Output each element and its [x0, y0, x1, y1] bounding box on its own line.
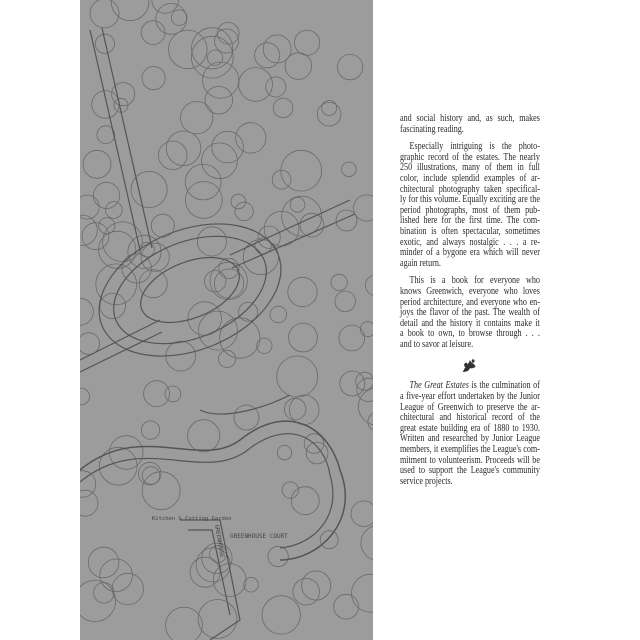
- tree-mark: [110, 436, 144, 470]
- text-line: bination is often spectacular, sometimes: [400, 225, 540, 237]
- tree-mark: [334, 594, 359, 619]
- tree-mark: [361, 525, 373, 560]
- book-title: The Great Estates: [409, 380, 469, 392]
- tree-mark: [335, 291, 356, 312]
- text-line: Written and researched by Junior League: [400, 433, 540, 445]
- tree-mark: [192, 28, 233, 69]
- text-line: Especially intriguing is the photo-: [409, 141, 540, 153]
- text-line: minder of a bygone era which will never: [400, 247, 540, 259]
- tree-mark: [198, 600, 237, 639]
- plan-label-kitchen-garden: Kitchen & Cutting Garden: [152, 516, 232, 522]
- tree-mark: [342, 162, 357, 177]
- tree-mark: [144, 381, 170, 407]
- text-span: is the culmination of: [468, 380, 540, 392]
- text-line: knows Greenwich, everyone who loves: [400, 285, 540, 297]
- tree-mark: [262, 596, 300, 634]
- tree-mark: [339, 325, 365, 351]
- text-column: [400, 114, 540, 494]
- tree-mark: [293, 578, 320, 605]
- tree-mark: [285, 53, 312, 80]
- tree-mark: [142, 67, 165, 90]
- tree-mark: [139, 462, 162, 485]
- tree-mark: [317, 102, 341, 126]
- tree-mark: [205, 86, 233, 114]
- tree-mark: [100, 293, 126, 319]
- tree-mark: [320, 531, 338, 549]
- tree-mark: [239, 302, 258, 321]
- text-line: chitectural photography taken specifical-: [400, 183, 540, 195]
- text-line: 250 illustrations, many of them in full: [400, 162, 540, 174]
- text-line: color, include splendid examples of ar-: [400, 172, 540, 184]
- tree-mark: [92, 91, 120, 119]
- paragraph-3: [400, 276, 540, 350]
- tree-mark: [191, 36, 233, 78]
- tree-mark: [235, 202, 253, 220]
- tree-mark: [151, 214, 174, 237]
- tree-mark: [220, 318, 260, 358]
- tree-mark: [142, 472, 180, 510]
- tree-mark: [210, 262, 247, 299]
- tree-mark: [83, 150, 111, 178]
- tree-mark: [273, 98, 293, 118]
- tree-mark: [365, 275, 373, 296]
- text-line: joys the flavor of the past. The wealth of: [400, 307, 540, 319]
- tree-mark: [352, 574, 374, 612]
- tree-mark: [166, 131, 201, 166]
- tree-mark: [99, 218, 115, 234]
- tree-mark: [239, 68, 273, 102]
- tree-mark: [281, 150, 322, 191]
- text-line: great estate building era of 1880 to 1930.: [400, 422, 540, 434]
- tree-mark: [80, 388, 90, 405]
- tree-mark: [93, 182, 119, 208]
- tree-mark: [231, 194, 246, 209]
- tree-mark: [351, 501, 373, 527]
- tree-mark: [141, 421, 159, 439]
- text-line: lished here for the first time. The com-: [400, 215, 540, 227]
- tree-mark: [181, 102, 213, 134]
- plan-label-greenhouse-court: GREENHOUSE COURT: [230, 533, 288, 540]
- text-line: mitment to volunteerism. Proceeds will be: [400, 454, 540, 466]
- tree-mark: [215, 29, 239, 53]
- tree-mark: [360, 322, 373, 337]
- tree-mark: [266, 77, 286, 97]
- tree-mark: [289, 323, 318, 352]
- tree-mark: [100, 559, 133, 592]
- text-line: again return.: [400, 257, 441, 269]
- tree-mark: [80, 298, 93, 325]
- text-line: used to support the League's community: [400, 465, 540, 477]
- text-line: fascinating reading.: [400, 123, 464, 135]
- tree-mark: [340, 371, 365, 396]
- tree-mark: [169, 30, 208, 69]
- text-line: ly for this volume. Equally exciting are the: [400, 194, 540, 206]
- tree-mark: [111, 0, 149, 21]
- tree-mark: [277, 445, 291, 459]
- tree-mark: [165, 386, 181, 402]
- tree-mark: [166, 607, 203, 640]
- tree-mark: [277, 356, 318, 397]
- tree-mark: [368, 413, 373, 431]
- tree-mark: [158, 141, 187, 170]
- tree-mark: [95, 34, 114, 53]
- text-line: a five-year effort undertaken by the Junior: [400, 391, 540, 403]
- tree-mark: [290, 197, 305, 212]
- tree-mark: [358, 388, 373, 425]
- text-line: This is a book for everyone who: [409, 275, 540, 287]
- tree-mark: [112, 573, 143, 604]
- tree-mark: [105, 202, 122, 219]
- paragraph-4: [400, 381, 540, 487]
- text-line: chitectural and historical record of the: [400, 412, 540, 424]
- tree-mark: [291, 487, 319, 515]
- tree-mark: [90, 0, 119, 28]
- tree-mark: [103, 222, 143, 262]
- tree-mark: [197, 227, 226, 256]
- text-line: exotic, and always nostalgic . . . a re-: [400, 236, 540, 248]
- tree-mark: [302, 571, 331, 600]
- paragraph-2: [400, 142, 540, 269]
- plan-label-greenhouse: GREENHOUSE: [213, 524, 225, 558]
- text-line: graphic record of the estates. The nearly: [400, 151, 540, 163]
- text-line: detail and the history it contains make it: [400, 317, 540, 329]
- tree-mark: [268, 546, 288, 566]
- tree-mark: [171, 10, 187, 26]
- text-line: a book to own, to browse through . . .: [400, 328, 540, 340]
- tree-mark: [295, 30, 320, 55]
- tree-mark: [185, 164, 221, 200]
- text-line: members, it exemplifies the League's com-: [400, 444, 540, 456]
- tree-mark: [288, 277, 317, 306]
- tree-mark: [257, 338, 272, 353]
- tree-mark: [141, 243, 169, 271]
- tree-mark: [255, 43, 280, 68]
- paragraph-1: [400, 114, 540, 135]
- leaf-ornament-icon: [400, 357, 540, 377]
- garden-plan-illustration: [80, 0, 373, 640]
- tree-mark: [331, 274, 347, 290]
- tree-mark: [284, 398, 306, 420]
- text-line: League of Greenwich to preserve the ar-: [400, 401, 540, 413]
- text-line: service projects.: [400, 475, 453, 487]
- garden-plan-drawing: [80, 0, 373, 640]
- tree-mark: [188, 420, 220, 452]
- tree-mark: [80, 490, 98, 516]
- tree-mark: [219, 350, 236, 367]
- text-line: period architecture, and everyone who en-: [400, 296, 540, 308]
- text-line: period photographs, most of them pub-: [400, 204, 540, 216]
- text-line: and to savor at leisure.: [400, 338, 474, 350]
- tree-mark: [337, 54, 362, 79]
- tree-mark: [141, 21, 165, 45]
- tree-mark: [270, 306, 287, 323]
- text-line: and social history and, as such, makes: [400, 113, 540, 124]
- tree-mark: [88, 547, 119, 578]
